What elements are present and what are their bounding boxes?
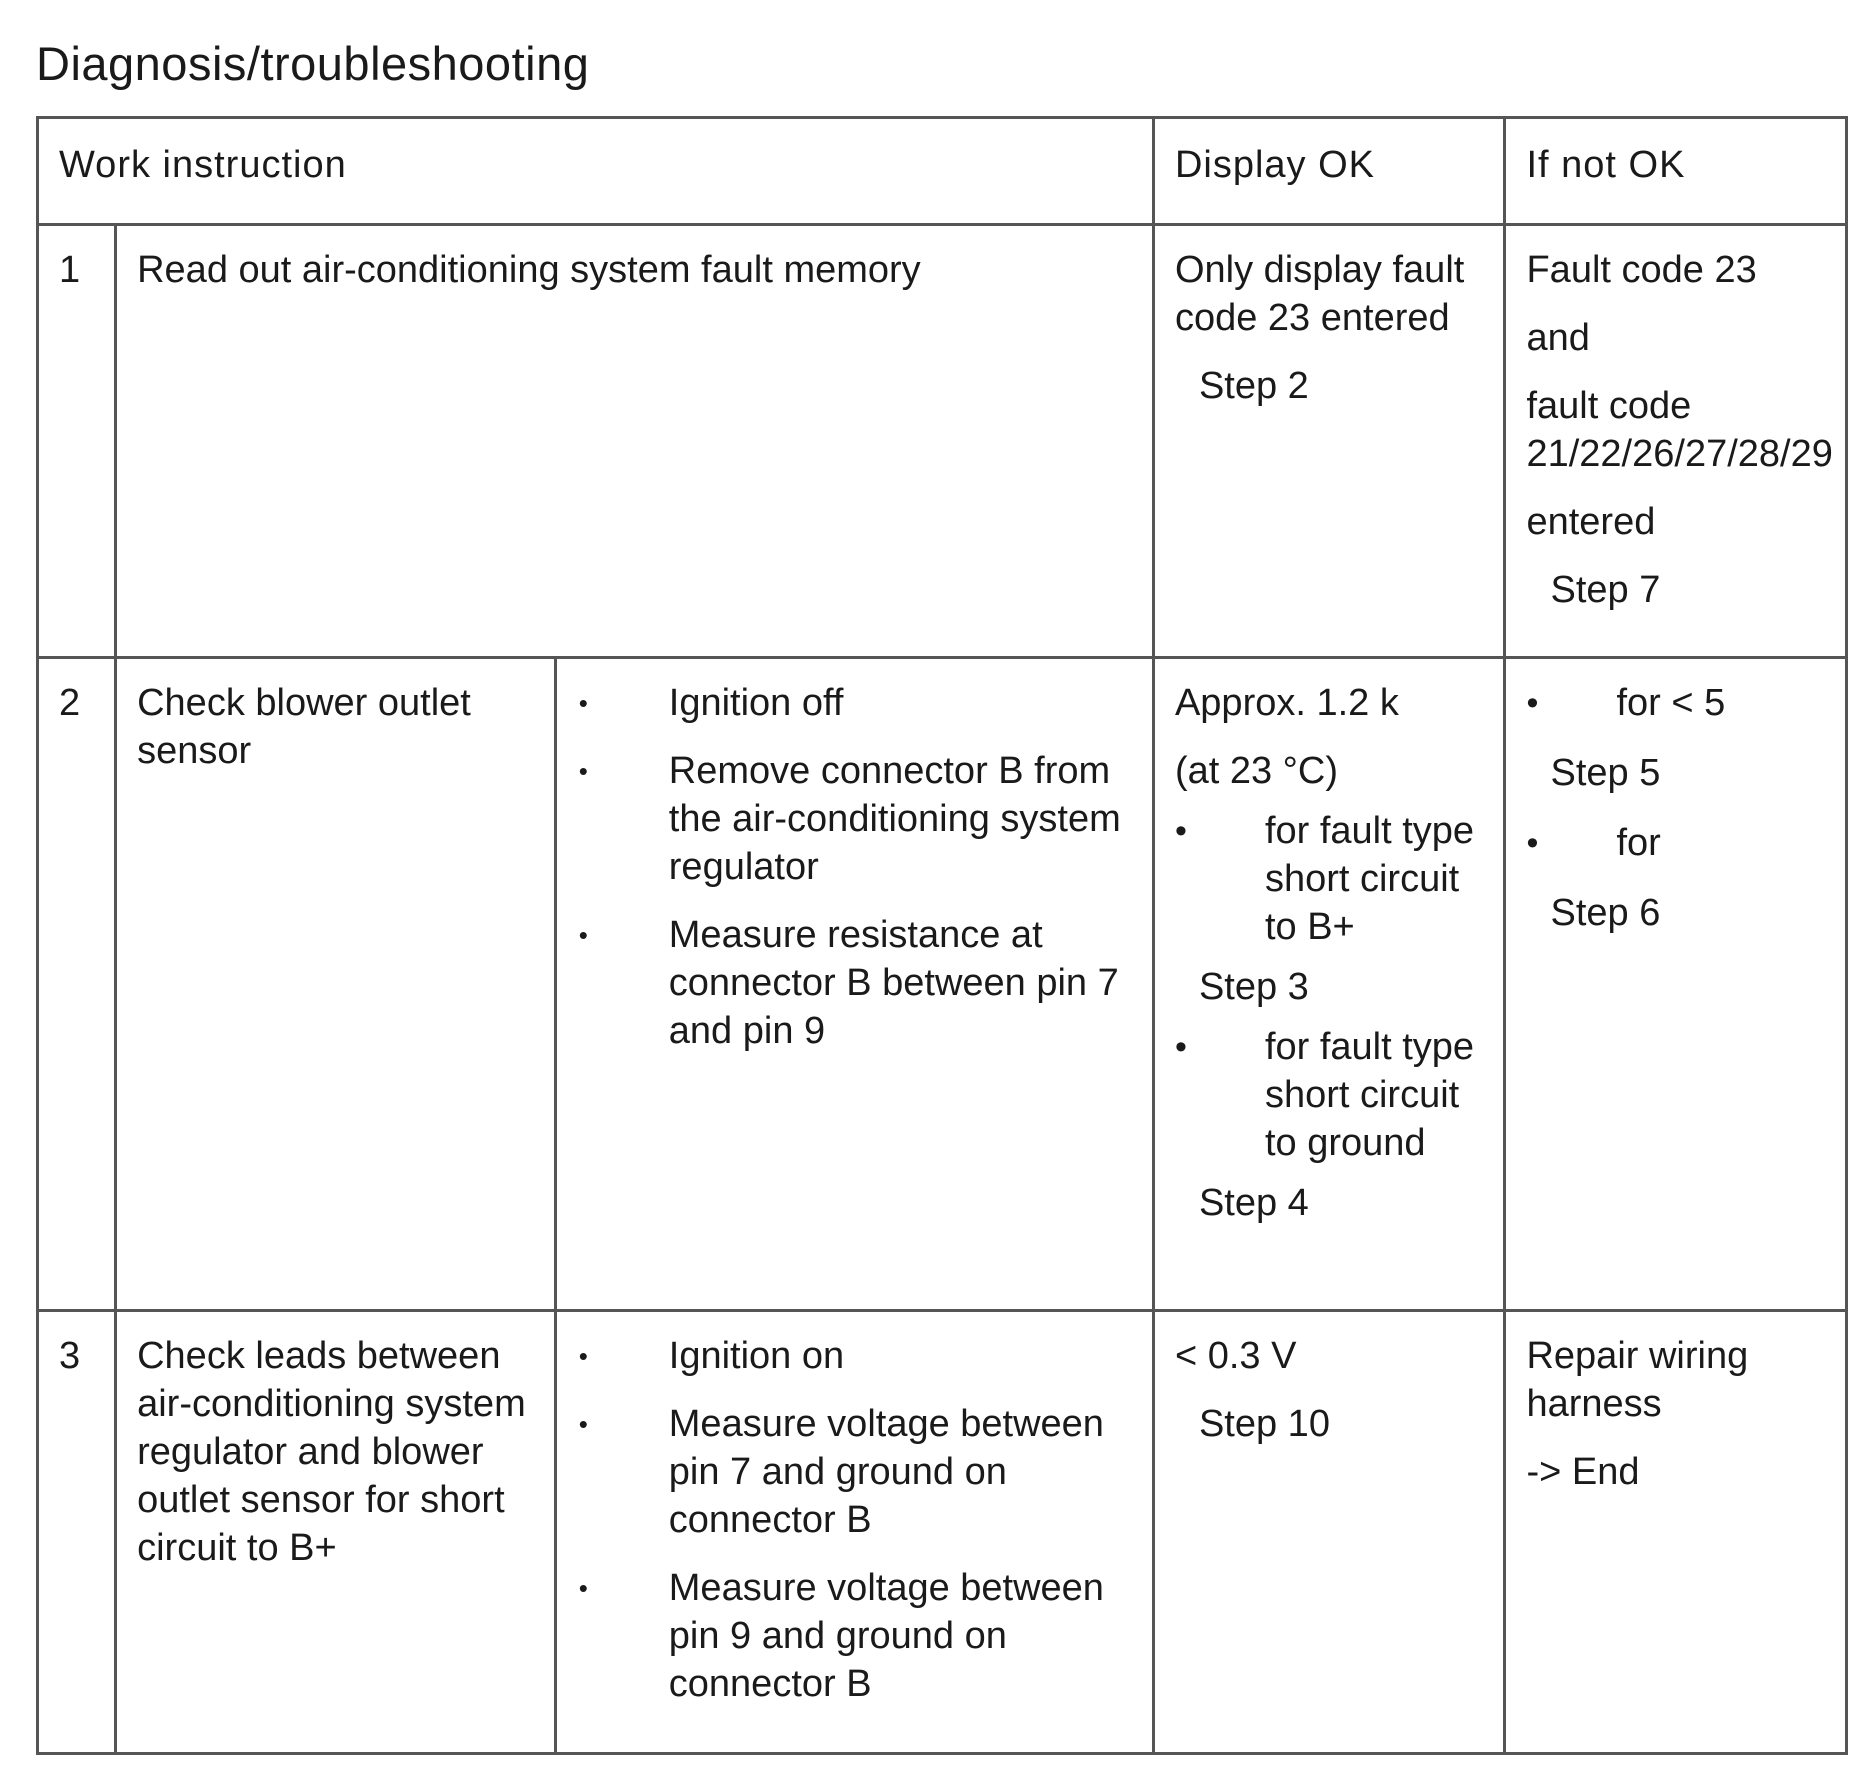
list-item: • for fault type short circuit to ground — [1175, 1023, 1486, 1167]
step-procedure — [555, 658, 1153, 1311]
header-if-not-ok: If not OK — [1505, 118, 1847, 225]
next-step-ref: Step 10 — [1198, 1403, 1330, 1445]
display-ok-line: (at 23 °C) — [1174, 750, 1338, 792]
not-ok-line: fault code 21/22/26/27/28/29 — [1526, 385, 1833, 475]
list-item: • Measure voltage between pin 9 and ground on connector B — [577, 1564, 1134, 1708]
if-not-ok-cell — [1505, 1311, 1847, 1754]
step-description — [116, 225, 1154, 658]
not-ok-line: entered — [1526, 501, 1656, 543]
bullet-icon: • — [578, 1409, 588, 1439]
step-number: 3 — [38, 1311, 116, 1754]
bullet-icon: • — [578, 1341, 588, 1371]
step-number: 2 — [38, 658, 116, 1311]
step-description-text: Read out air-conditioning system fault memory — [137, 249, 921, 291]
list-item: • for fault type short circuit to B+ — [1175, 807, 1486, 951]
condition-list — [1526, 819, 1827, 867]
end-ref: -> End — [1526, 1451, 1640, 1493]
diagnosis-table — [36, 116, 1848, 1755]
bullet-icon: • — [578, 756, 588, 786]
procedure-list — [577, 1332, 1134, 1708]
header-display-ok: Display OK — [1153, 118, 1505, 225]
next-step-ref: Step 2 — [1198, 365, 1309, 407]
procedure-list — [577, 679, 1134, 1055]
display-ok-text: < 0.3 V — [1174, 1335, 1297, 1377]
list-item: • Remove connector B from the air-conditioning system regulator — [577, 747, 1134, 891]
next-step-ref: Step 3 — [1198, 966, 1309, 1008]
next-step-ref: Step 6 — [1550, 892, 1661, 934]
fault-type-list — [1175, 807, 1486, 951]
list-item: • for < 5 — [1526, 679, 1827, 727]
display-ok-cell — [1153, 225, 1505, 658]
next-step-ref: Step 7 — [1550, 569, 1661, 611]
table-header-row — [38, 118, 1847, 225]
step-description: Check blower outlet sensor — [116, 658, 556, 1311]
list-item: • Ignition off — [577, 679, 1134, 727]
step-description: Check leads between air-conditioning system regulator and blower outlet sensor for short circuit to B+ — [116, 1311, 556, 1754]
bullet-icon: • — [1526, 824, 1539, 862]
header-work-instruction: Work instruction — [38, 118, 1154, 225]
page-title: Diagnosis/troubleshooting — [36, 37, 590, 90]
not-ok-line: and — [1526, 317, 1590, 359]
table-row-step-1 — [38, 225, 1847, 658]
list-item: • Ignition on — [577, 1332, 1134, 1380]
bullet-icon: • — [578, 1573, 588, 1603]
display-ok-line: Approx. 1.2 k — [1174, 682, 1399, 724]
list-item: • for — [1526, 819, 1827, 867]
next-step-ref: Step 4 — [1198, 1182, 1309, 1224]
not-ok-text: Repair wiring harness — [1526, 1335, 1749, 1425]
step-procedure — [555, 1311, 1153, 1754]
table-row-step-3 — [38, 1311, 1847, 1754]
bullet-icon: • — [578, 688, 588, 718]
fault-type-list — [1175, 1023, 1486, 1167]
display-ok-cell — [1153, 658, 1505, 1311]
not-ok-line: Fault code 23 — [1526, 249, 1757, 291]
bullet-icon: • — [1174, 812, 1187, 850]
bullet-icon: • — [1174, 1028, 1187, 1066]
list-item: • Measure voltage between pin 7 and ground on connector B — [577, 1400, 1134, 1544]
if-not-ok-cell — [1505, 658, 1847, 1311]
if-not-ok-cell — [1505, 225, 1847, 658]
step-number: 1 — [38, 225, 116, 658]
display-ok-text: Only display fault code 23 entered — [1174, 249, 1465, 339]
next-step-ref: Step 5 — [1550, 752, 1661, 794]
condition-list — [1526, 679, 1827, 727]
bullet-icon: • — [1526, 684, 1539, 722]
display-ok-cell — [1153, 1311, 1505, 1754]
list-item: • Measure resistance at connector B between pin 7 and pin 9 — [577, 911, 1134, 1055]
bullet-icon: • — [578, 920, 588, 950]
table-row-step-2 — [38, 658, 1847, 1311]
